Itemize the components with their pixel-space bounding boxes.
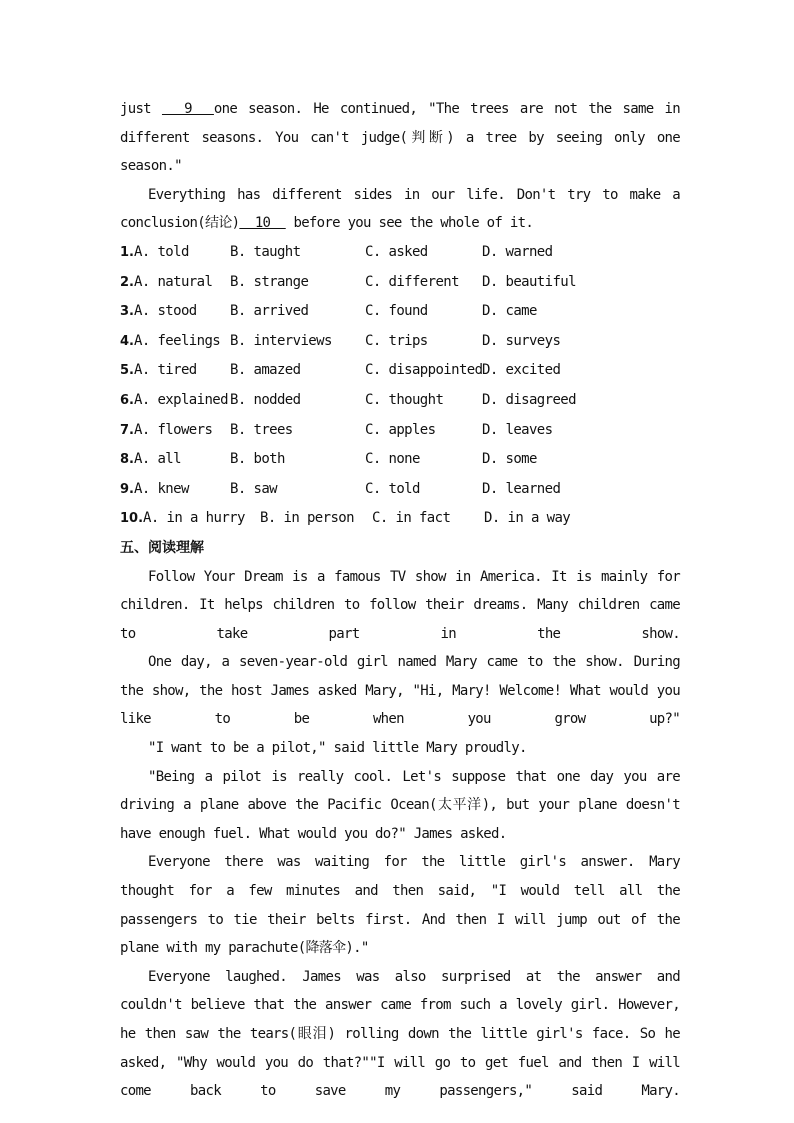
option-c: C. asked — [365, 243, 428, 260]
section-heading: 五、阅读理解 — [120, 539, 204, 556]
text-run: Everything has different sides in our life. Don't try to make a conclusion(结论) — [120, 186, 680, 232]
question-number: 7. — [120, 422, 134, 438]
question-number: 3. — [120, 304, 134, 320]
option-d: D. surveys — [482, 332, 561, 349]
question-number: 5. — [120, 363, 134, 379]
question-number: 8. — [120, 452, 134, 468]
option-a: A. tired — [133, 362, 197, 379]
question-row — [120, 475, 680, 505]
option-d: D. excited — [482, 362, 561, 379]
option-d: D. beautiful — [482, 273, 576, 290]
option-d: D. in a way — [484, 510, 571, 527]
text-run: before you see the whole of it. — [285, 215, 534, 232]
question-row — [120, 386, 680, 416]
option-c: C. disappointed — [365, 362, 483, 379]
option-c: C. apples — [365, 421, 436, 438]
question-row — [120, 238, 680, 268]
question-number: 2. — [120, 274, 134, 290]
question-row — [120, 416, 680, 446]
question-row — [120, 297, 680, 327]
question-number: 10. — [120, 511, 144, 527]
option-a: A. told — [133, 243, 189, 260]
option-a: A. flowers — [133, 421, 213, 438]
question-row — [120, 327, 680, 357]
option-c: C. different — [365, 273, 459, 290]
option-c: C. told — [365, 480, 420, 497]
option-b: B. taught — [230, 243, 301, 260]
option-a: A. feelings — [133, 332, 221, 349]
option-c: C. in fact — [372, 510, 451, 527]
answer-blank-9: 9 — [161, 101, 214, 117]
option-d: D. learned — [482, 480, 561, 497]
option-c: C. none — [365, 451, 420, 468]
option-b: B. both — [230, 451, 285, 468]
question-options-list — [120, 238, 680, 534]
option-a: A. in a hurry — [143, 510, 245, 527]
text-run: just — [120, 101, 162, 117]
question-row — [120, 445, 680, 475]
reading-paragraph: Follow Your Dream is a famous TV show in America. It is mainly for children. It helps children to follow their dreams. Many children came to take part in the show. — [120, 568, 680, 642]
option-d: D. warned — [482, 243, 553, 260]
question-row — [120, 268, 680, 298]
option-b: B. saw — [230, 480, 277, 497]
option-c: C. thought — [365, 391, 444, 408]
text-run: one season. He continued, "The trees are not the same in different seasons. You can't judge(判断) a tree by seeing only one season." — [120, 101, 680, 175]
option-b: B. amazed — [230, 362, 301, 379]
option-b: B. arrived — [230, 303, 309, 320]
option-c: C. trips — [365, 332, 428, 349]
question-number: 4. — [120, 333, 134, 349]
option-a: A. explained — [133, 391, 228, 408]
question-number: 1. — [120, 244, 134, 260]
reading-paragraph: "I want to be a pilot," said little Mary proudly. — [148, 740, 527, 757]
option-a: A. natural — [133, 273, 213, 290]
option-d: D. leaves — [482, 421, 553, 438]
option-c: C. found — [365, 303, 428, 320]
question-row — [120, 504, 680, 534]
question-row — [120, 356, 680, 386]
option-d: D. came — [482, 303, 537, 320]
reading-paragraph: "Being a pilot is really cool. Let's suppose that one day you are driving a plane above the Pacific Ocean(太平洋), but your plane doesn't have enough fuel. What would you do?" James asked. — [120, 768, 680, 842]
reading-paragraph: Everyone laughed. James was also surprised at the answer and couldn't believe that the answer came from such a lovely girl. However, he then saw the tears(眼泪) rolling down the little girl's face. So he asked, "Why would you do that?""I will go to get fuel and then I will come back to save my passengers," said Mary. — [120, 968, 680, 1100]
reading-paragraph: Everyone there was waiting for the little girl's answer. Mary thought for a few minutes and then said, "I would tell all the passengers to tie their belts first. And then I will jump out of the plane with my parachute(降落伞)." — [120, 854, 680, 957]
option-b: B. interviews — [230, 332, 332, 349]
answer-blank-10: 10 — [239, 215, 286, 232]
option-b: B. nodded — [230, 391, 301, 408]
option-a: A. stood — [133, 303, 197, 320]
question-number: 9. — [120, 481, 134, 497]
option-d: D. some — [482, 451, 537, 468]
option-b: B. strange — [230, 273, 309, 290]
question-number: 6. — [120, 392, 134, 408]
option-a: A. all — [133, 451, 181, 468]
document-body — [120, 95, 680, 1106]
option-b: B. in person — [260, 510, 354, 527]
reading-paragraph: One day, a seven-year-old girl named Mary came to the show. During the show, the host James asked Mary, "Hi, Mary! Welcome! What would you like to be when you grow up?" — [120, 654, 680, 728]
passage-paragraph — [120, 181, 680, 238]
option-a: A. knew — [133, 480, 189, 497]
passage-paragraph — [120, 95, 680, 181]
option-d: D. disagreed — [482, 391, 576, 408]
option-b: B. trees — [230, 421, 293, 438]
